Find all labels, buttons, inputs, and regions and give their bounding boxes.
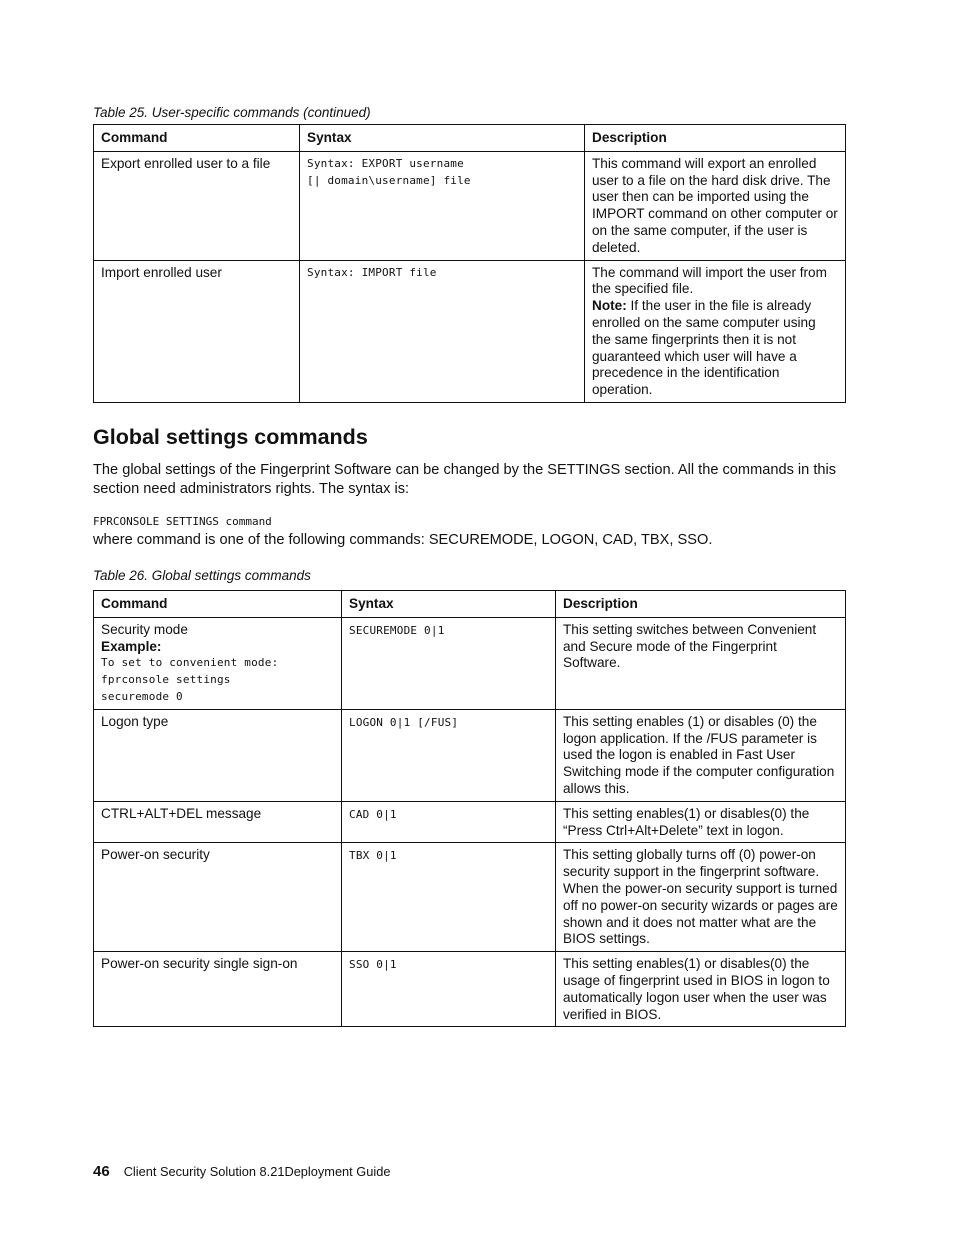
command-cell: Power-on security [94, 843, 342, 952]
page-footer [93, 1163, 390, 1180]
header-description: Description [556, 591, 846, 618]
description-text: The command will import the user from the specified file. [592, 264, 827, 297]
table-row [94, 151, 846, 260]
section-title: Global settings commands [93, 425, 368, 449]
description-cell: This command will export an enrolled user to a file on the hard disk drive. The user then can be imported using the IMPORT command on other computer or on the same computer, if the user is deleted. [585, 151, 846, 260]
syntax-text: SECUREMODE 0|1 [349, 623, 445, 637]
example-line: securemode 0 [101, 689, 183, 703]
command-cell: Import enrolled user [94, 260, 300, 402]
syntax-cell [342, 617, 556, 709]
table-row [94, 952, 846, 1027]
syntax-cell [300, 151, 585, 260]
document-title: Client Security Solution 8.21Deployment Guide [123, 1164, 391, 1179]
table-row [94, 801, 846, 843]
syntax-text: LOGON 0|1 [/FUS] [349, 715, 459, 729]
table-header-row [94, 125, 846, 152]
table-row [94, 843, 846, 952]
syntax-text: SSO 0|1 [349, 958, 397, 972]
table-row [94, 617, 846, 709]
command-cell: Power-on security single sign-on [94, 952, 342, 1027]
syntax-cell [300, 260, 585, 402]
syntax-cell [342, 801, 556, 843]
syntax-line: Syntax: EXPORT username [307, 156, 464, 170]
example-line: To set to convenient mode: [101, 656, 279, 670]
header-command: Command [94, 591, 342, 618]
header-syntax: Syntax [300, 125, 585, 152]
syntax-text: CAD 0|1 [349, 807, 397, 821]
note-label: Note: [592, 298, 627, 314]
syntax-line: [| domain\username] file [307, 173, 471, 187]
note-text: If the user in the file is already enrolled on the same computer using the same fingerprints then it is not guaranteed which user will have a precedence in the identification operation. [592, 298, 816, 398]
example-line: fprconsole settings [101, 673, 231, 687]
table-row [94, 260, 846, 402]
command-cell: CTRL+ALT+DEL message [94, 801, 342, 843]
description-cell: This setting switches between Convenient and Secure mode of the Fingerprint Software. [556, 617, 846, 709]
description-cell [585, 260, 846, 402]
table-header-row [94, 591, 846, 618]
page-number: 46 [93, 1163, 110, 1180]
example-label: Example: [101, 638, 162, 654]
table-26 [93, 590, 846, 1027]
description-cell: This setting enables(1) or disables(0) the “Press Ctrl+Alt+Delete” text in logon. [556, 801, 846, 843]
command-cell: Export enrolled user to a file [94, 151, 300, 260]
syntax-text: TBX 0|1 [349, 849, 397, 863]
command-name: Security mode [101, 621, 188, 637]
syntax-cell [342, 709, 556, 801]
table-26-caption: Table 26. Global settings commands [93, 568, 311, 583]
description-cell: This setting globally turns off (0) power-on security support in the fingerprint software. When the power-on security support is turned off no power-on security wizards or pages are shown and it does not matter what are the BIOS settings. [556, 843, 846, 952]
description-cell: This setting enables (1) or disables (0) the logon application. If the /FUS parameter is used the logon is enabled in Fast User Switching mode if the computer configuration allows this. [556, 709, 846, 801]
command-cell [94, 617, 342, 709]
syntax-cell [342, 843, 556, 952]
header-syntax: Syntax [342, 591, 556, 618]
table-25-caption: Table 25. User-specific commands (continued) [93, 105, 371, 120]
table-row [94, 709, 846, 801]
command-cell: Logon type [94, 709, 342, 801]
header-command: Command [94, 125, 300, 152]
syntax-code: FPRCONSOLE SETTINGS command [93, 515, 272, 528]
table-25 [93, 124, 846, 403]
section-intro: The global settings of the Fingerprint Software can be changed by the SETTINGS section. All the commands in this section need administrators rights. The syntax is: [93, 462, 837, 497]
syntax-cell [342, 952, 556, 1027]
command-list-text: where command is one of the following commands: SECUREMODE, LOGON, CAD, TBX, SSO. [93, 532, 713, 548]
description-cell: This setting enables(1) or disables(0) the usage of fingerprint used in BIOS in logon to automatically logon user when the user was verified in BIOS. [556, 952, 846, 1027]
header-description: Description [585, 125, 846, 152]
syntax-line: Syntax: IMPORT file [307, 265, 437, 279]
